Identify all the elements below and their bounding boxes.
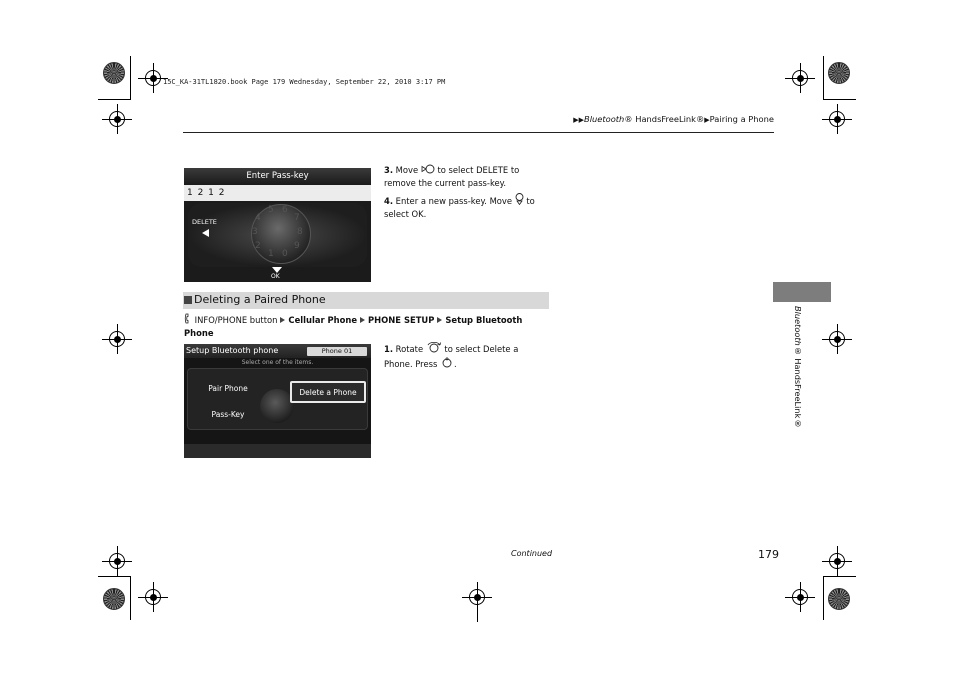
- registration-mark-icon: [462, 582, 492, 612]
- step-text: .: [423, 208, 427, 219]
- passkey-digits: 1 2 1 2: [184, 185, 371, 201]
- step-text: Move: [393, 165, 421, 175]
- registration-mark-icon: [822, 324, 852, 354]
- registration-mark-icon: [822, 104, 852, 134]
- dial-number: 1: [268, 249, 274, 259]
- section-header: [183, 292, 549, 309]
- dial-number: 0: [282, 249, 288, 259]
- step-keyword: DELETE: [476, 165, 509, 175]
- screen-setup-bluetooth: [184, 344, 371, 458]
- color-bar-icon: [103, 62, 125, 84]
- step-text: to select: [434, 165, 477, 175]
- breadcrumb-arrow-icon: ▶▶: [573, 116, 584, 124]
- phone-button-icon: [184, 313, 192, 324]
- step-text: . Press: [409, 358, 440, 369]
- step-text: Rotate: [393, 344, 426, 354]
- color-bar-icon: [828, 588, 850, 610]
- registration-mark-icon: [102, 104, 132, 134]
- header-rule: [183, 132, 774, 133]
- step-keyword: OK: [411, 208, 424, 219]
- crop-line: [823, 99, 856, 100]
- screen-subtitle: Select one of the items.: [241, 359, 314, 366]
- dial-number: 8: [297, 227, 303, 237]
- registration-mark-icon: [138, 582, 168, 612]
- nav-arrow-icon: [280, 317, 285, 323]
- left-arrow-icon: [202, 229, 209, 237]
- ok-label: OK: [271, 273, 280, 280]
- breadcrumb-arrow-icon: ▶: [704, 116, 710, 124]
- nav-arrow-icon: [437, 317, 442, 323]
- crop-line: [823, 576, 856, 577]
- dial-number: 6: [282, 205, 288, 215]
- breadcrumb-part: Pairing a Phone: [709, 114, 774, 124]
- nav-item: Cellular Phone: [288, 315, 358, 325]
- step-text: to remove the current pass-key.: [384, 165, 520, 188]
- breadcrumb-part: ® HandsFreeLink®: [624, 114, 705, 124]
- registration-mark-icon: [822, 546, 852, 576]
- dial-number: 4: [255, 213, 261, 223]
- step-text: to select: [384, 196, 535, 219]
- dial-number: 5: [268, 205, 274, 215]
- interface-dial-down-icon: [515, 193, 524, 205]
- navigation-path: [184, 313, 554, 339]
- page-number: 179: [758, 548, 779, 561]
- pass-key-option: Pass-Key: [211, 410, 245, 419]
- step-4: [384, 193, 544, 220]
- continued-label: Continued: [511, 549, 553, 558]
- crop-line: [130, 576, 131, 620]
- step-3: [384, 164, 544, 189]
- crop-line: [823, 576, 824, 620]
- dial-number: 7: [294, 213, 300, 223]
- crop-line: [98, 576, 131, 577]
- interface-dial-left-icon: [421, 164, 435, 174]
- step-text: Enter a new pass-key. Move: [393, 196, 515, 206]
- nav-start: INFO/PHONE button: [192, 315, 278, 325]
- step-number: 3.: [384, 165, 394, 175]
- screen-enter-passkey: [184, 168, 371, 282]
- delete-phone-option: Delete a Phone: [290, 381, 366, 403]
- step-text: .: [453, 358, 457, 369]
- registration-mark-icon: [102, 546, 132, 576]
- chapter-label-italic: Bluetooth: [793, 306, 803, 346]
- registration-mark-icon: [785, 582, 815, 612]
- phone-badge: Phone 01: [307, 347, 367, 356]
- dial-number: 2: [255, 241, 261, 251]
- nav-item: PHONE SETUP: [368, 315, 435, 325]
- screen-title: Setup Bluetooth phone: [184, 344, 371, 358]
- chapter-label-rest: ® HandsFreeLink®: [793, 345, 803, 429]
- breadcrumb-part: Bluetooth: [584, 114, 625, 124]
- step-1: [384, 341, 544, 370]
- delete-label: DELETE: [192, 218, 217, 226]
- file-header: 15C_KA-31TL1820.book Page 179 Wednesday, September 22, 2010 3:17 PM: [163, 78, 446, 86]
- chapter-label: [793, 306, 803, 428]
- step-text: to select: [441, 344, 484, 354]
- crop-line: [130, 56, 131, 100]
- registration-mark-icon: [785, 63, 815, 93]
- crop-line: [823, 56, 824, 100]
- registration-mark-icon: [102, 324, 132, 354]
- interface-dial-rotate-icon: [426, 341, 442, 353]
- nav-arrow-icon: [360, 317, 365, 323]
- nav-item: Setup Bluetooth Phone: [184, 315, 523, 338]
- interface-dial-press-icon: [440, 356, 454, 368]
- pair-phone-option: Pair Phone: [208, 384, 248, 393]
- breadcrumb: [573, 114, 774, 124]
- crop-line: [98, 99, 131, 100]
- color-bar-icon: [103, 588, 125, 610]
- crop-line: [477, 612, 478, 622]
- screen-title: Enter Pass-key: [184, 168, 371, 185]
- step-keyword: Delete a Phone: [384, 344, 519, 369]
- section-title: Deleting a Paired Phone: [194, 293, 326, 306]
- dial-number: 9: [294, 241, 300, 251]
- color-bar-icon: [828, 62, 850, 84]
- dial-number: 3: [252, 227, 258, 237]
- step-number: 4.: [384, 196, 394, 206]
- step-number: 1.: [384, 344, 394, 354]
- section-square-icon: [184, 296, 192, 304]
- screen-bottom-bar: [184, 444, 371, 458]
- chapter-tab: [773, 282, 831, 302]
